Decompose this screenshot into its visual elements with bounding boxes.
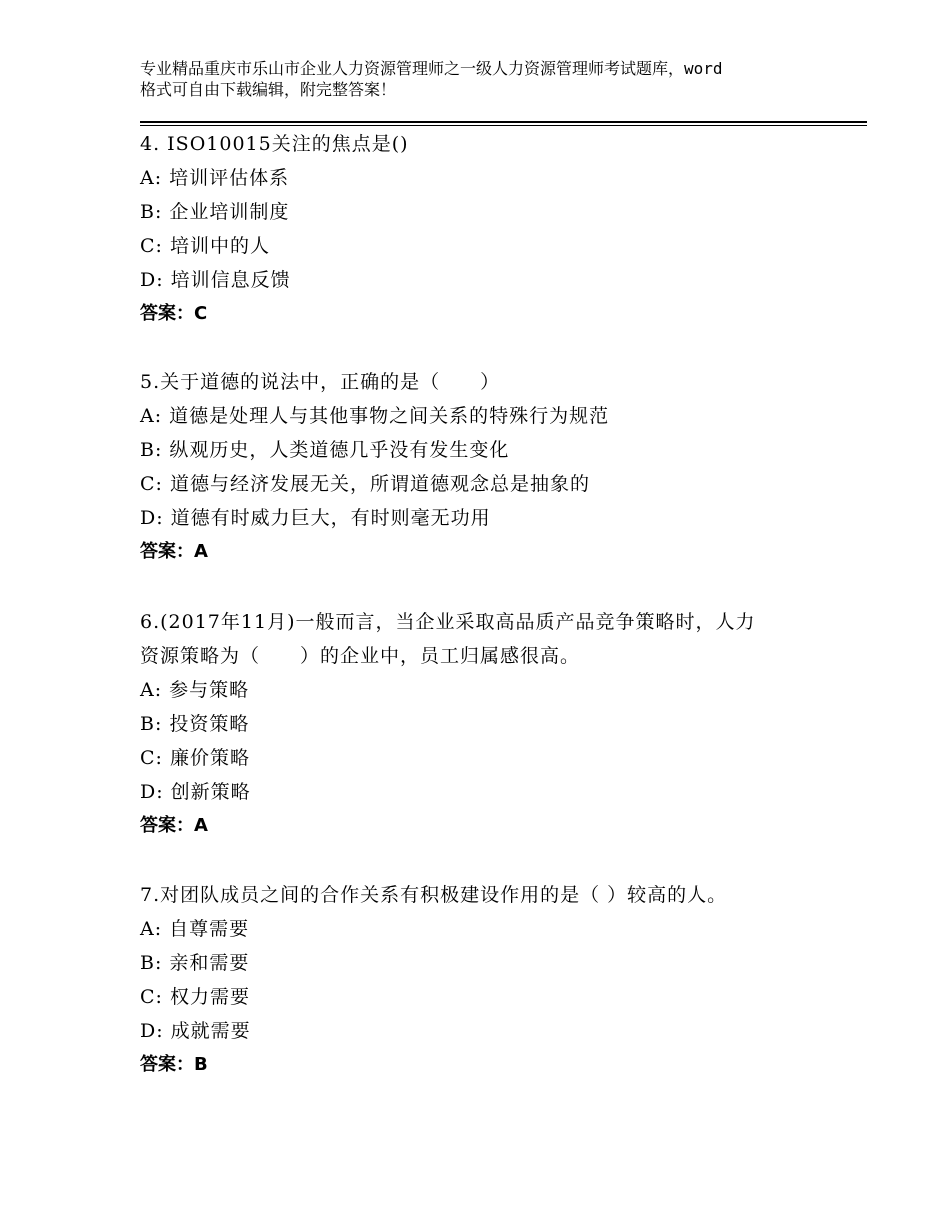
question-4-answer: 答案：C [140, 303, 208, 324]
question-4-option-b: B: 企业培训制度 [140, 201, 290, 223]
question-6-option-d: D: 创新策略 [140, 781, 251, 803]
header-rule-thick [140, 121, 867, 123]
question-5-option-d: D: 道德有时威力巨大，有时则毫无功用 [140, 507, 491, 529]
question-5-answer: 答案：A [140, 541, 208, 562]
question-5-option-c: C: 道德与经济发展无关，所谓道德观念总是抽象的 [140, 473, 590, 495]
question-5-stem: 5.关于道德的说法中，正确的是（ ） [140, 371, 501, 393]
question-6-stem-line-1: 6.(2017年11月)一般而言，当企业采取高品质产品竞争策略时，人力 [140, 611, 756, 633]
question-7-answer: 答案：B [140, 1054, 208, 1075]
question-7-option-a: A: 自尊需要 [140, 918, 250, 940]
question-7-option-b: B: 亲和需要 [140, 952, 250, 974]
question-4-stem: 4. ISO10015关注的焦点是() [140, 133, 409, 155]
question-6-option-c: C: 廉价策略 [140, 747, 250, 769]
question-4-option-c: C: 培训中的人 [140, 235, 270, 257]
question-5-option-a: A: 道德是处理人与其他事物之间关系的特殊行为规范 [140, 405, 610, 427]
question-6-option-b: B: 投资策略 [140, 713, 250, 735]
question-5-option-b: B: 纵观历史，人类道德几乎没有发生变化 [140, 439, 510, 461]
header-rule-thin [140, 125, 867, 126]
header-line-2: 格式可自由下载编辑，附完整答案！ [140, 80, 397, 99]
question-7-stem: 7.对团队成员之间的合作关系有积极建设作用的是（ ）较高的人。 [140, 884, 728, 906]
question-7-option-c: C: 权力需要 [140, 986, 250, 1008]
question-4-option-a: A: 培训评估体系 [140, 167, 290, 189]
header-line-1: 专业精品重庆市乐山市企业人力资源管理师之一级人力资源管理师考试题库，word [140, 59, 723, 78]
question-6-stem-line-2: 资源策略为（ ）的企业中，员工归属感很高。 [140, 645, 581, 667]
question-6-answer: 答案：A [140, 815, 208, 836]
question-7-option-d: D: 成就需要 [140, 1020, 251, 1042]
question-4-option-d: D: 培训信息反馈 [140, 269, 291, 291]
document-header [140, 58, 830, 100]
question-6-option-a: A: 参与策略 [140, 679, 250, 701]
